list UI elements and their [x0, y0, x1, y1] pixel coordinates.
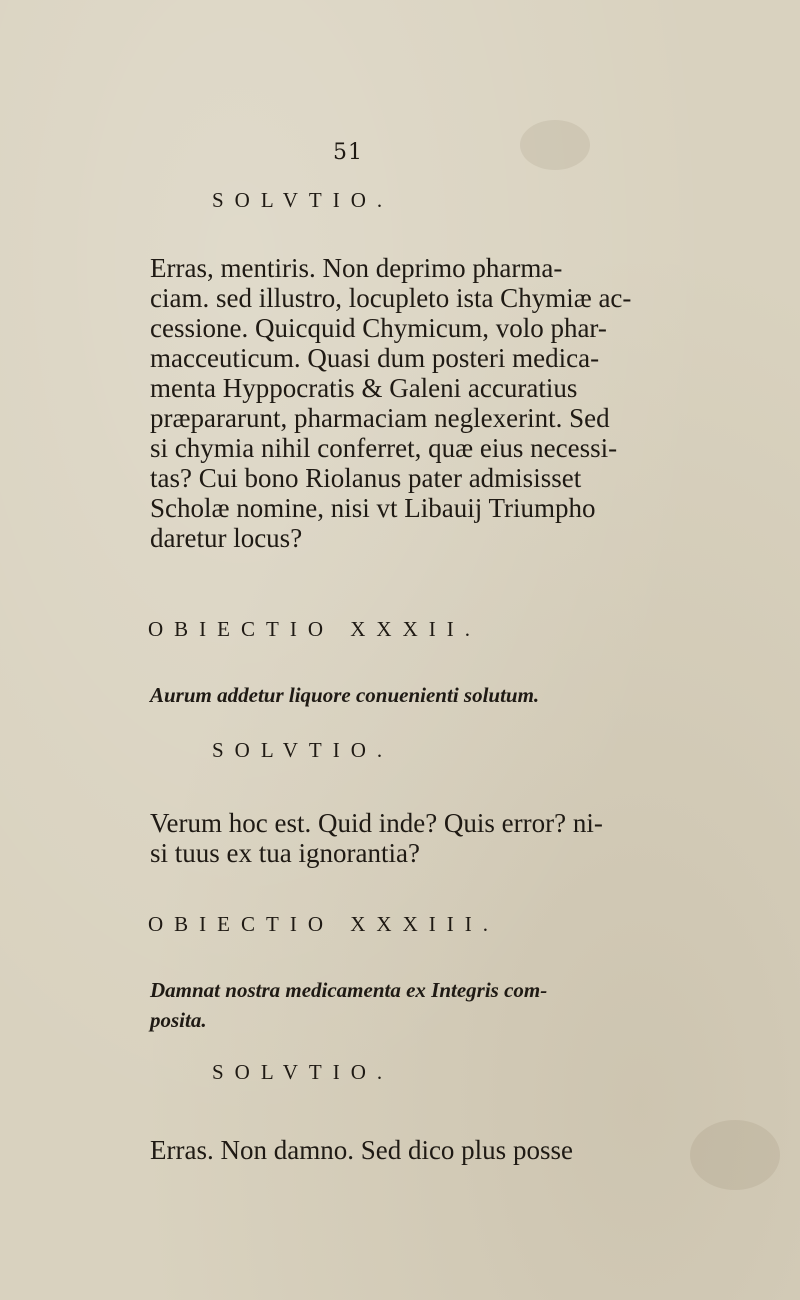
text-line: ciam. sed illustro, locupleto ista Chymiæ ac- — [150, 283, 632, 313]
page-number: 51 — [333, 140, 363, 165]
text-line: Damnat nostra medicamenta ex Integris com- — [150, 978, 548, 1002]
paragraph-solutio-1 — [150, 253, 632, 553]
text-line: si tuus ex tua ignorantia? — [150, 838, 420, 868]
objection-33-text — [150, 975, 547, 1035]
text-line: Aurum addetur liquore conuenienti solutum. — [150, 683, 540, 707]
heading-solutio-1: SOLVTIO. — [212, 188, 394, 212]
text-line: si chymia nihil conferret, quæ eius necessi- — [150, 433, 618, 463]
text-line: posita. — [150, 1008, 207, 1032]
text-line: Erras, mentiris. Non deprimo pharma- — [150, 253, 563, 283]
text-line: præpararunt, pharmaciam neglexerint. Sed — [150, 403, 610, 433]
heading-solutio-2: SOLVTIO. — [212, 738, 394, 762]
paper-stain — [690, 1120, 780, 1190]
text-line: cessione. Quicquid Chymicum, volo phar- — [150, 313, 607, 343]
text-line: tas? Cui bono Riolanus pater admisisset — [150, 463, 582, 493]
text-line: macceuticum. Quasi dum posteri medica- — [150, 343, 600, 373]
text-line: menta Hyppocratis & Galeni accuratius — [150, 373, 578, 403]
paragraph-solutio-3 — [150, 1135, 605, 1165]
heading-obiectio-33: OBIECTIO XXXIII. — [148, 912, 499, 936]
paper-stain — [520, 120, 590, 170]
paragraph-solutio-2 — [150, 808, 605, 868]
heading-solutio-3: SOLVTIO. — [212, 1060, 394, 1084]
heading-obiectio-32: OBIECTIO XXXII. — [148, 617, 481, 641]
objection-32-text — [150, 680, 539, 710]
text-line: Scholæ nomine, nisi vt Libauij Triumpho — [150, 493, 596, 523]
text-line: daretur locus? — [150, 523, 303, 553]
text-line: Erras. Non damno. Sed dico plus posse — [150, 1135, 573, 1165]
text-line: Verum hoc est. Quid inde? Quis error? ni- — [150, 808, 603, 838]
